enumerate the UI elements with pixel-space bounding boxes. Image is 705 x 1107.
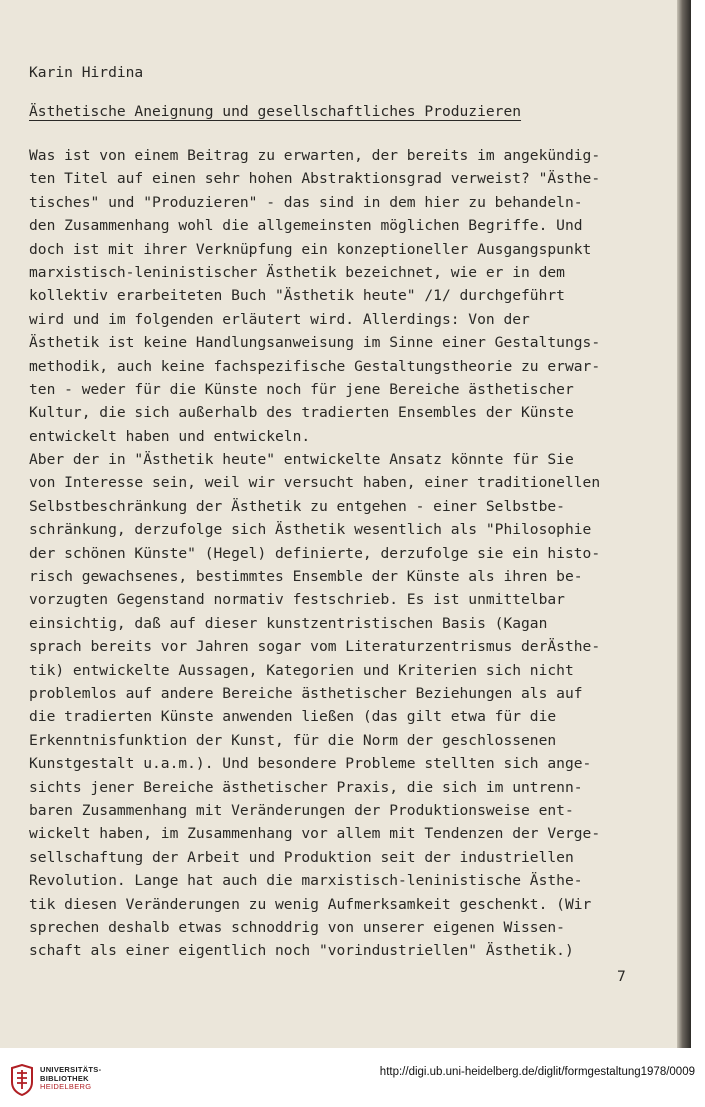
body-line: baren Zusammenhang mit Veränderungen der Produktionsweise ent- <box>29 801 574 819</box>
library-name <box>40 1066 101 1092</box>
page-edge-shadow <box>677 0 691 1048</box>
body-line: tisches" und "Produzieren" - das sind in dem hier zu behandeln- <box>29 193 583 211</box>
body-line: problemlos auf andere Bereiche ästhetischer Beziehungen als auf <box>29 684 583 702</box>
page-number: 7 <box>617 968 626 985</box>
body-line: Aber der in "Ästhetik heute" entwickelte Ansatz könnte für Sie <box>29 451 574 469</box>
body-line: von Interesse sein, weil wir versucht haben, einer traditionellen <box>29 474 601 492</box>
library-logo-icon <box>9 1064 35 1096</box>
body-line: Kultur, die sich außerhalb des tradierten Ensembles der Künste <box>29 404 574 422</box>
body-line: tik) entwickelte Aussagen, Kategorien und Kriterien sich nicht <box>29 661 574 679</box>
body-line: sprach bereits vor Jahren sogar vom Literaturzentrismus derÄsthe- <box>29 638 601 656</box>
body-line: sichts jener Bereiche ästhetischer Praxis, die sich im untrenn- <box>29 778 583 796</box>
body-line: vorzugten Gegenstand normativ festschrieb. Es ist unmittelbar <box>29 591 565 609</box>
body-line: ten Titel auf einen sehr hohen Abstraktionsgrad verweist? "Ästhe- <box>29 170 601 188</box>
body-line: wickelt haben, im Zusammenhang vor allem mit Tendenzen der Verge- <box>29 825 601 843</box>
source-url-link[interactable]: http://digi.ub.uni-heidelberg.de/diglit/formgestaltung1978/0009 <box>379 1066 695 1078</box>
body-line: tik diesen Veränderungen zu wenig Aufmerksamkeit geschenkt. (Wir <box>29 895 592 913</box>
body-line: sprechen deshalb etwas schnoddrig von unserer eigenen Wissen- <box>29 918 565 936</box>
body-line: sellschaftung der Arbeit und Produktion seit der industriellen <box>29 848 574 866</box>
body-line: risch gewachsenes, bestimmtes Ensemble der Künste als ihren be- <box>29 568 583 586</box>
body-line: ten - weder für die Künste noch für jene Bereiche ästhetischer <box>29 380 574 398</box>
library-name-line-1: UNIVERSITÄTS- <box>40 1065 102 1074</box>
body-line: kollektiv erarbeiteten Buch "Ästhetik heute" /1/ durchgeführt <box>29 287 565 305</box>
library-name-line-3: HEIDELBERG <box>40 1082 92 1091</box>
body-line: einsichtig, daß auf dieser kunstzentristischen Basis (Kagan <box>29 614 548 632</box>
body-line: Selbstbeschränkung der Ästhetik zu entgehen - einer Selbstbe- <box>29 497 565 515</box>
body-line: Ästhetik ist keine Handlungsanweisung im Sinne einer Gestaltungs- <box>29 334 601 352</box>
body-line: der schönen Künste" (Hegel) definierte, derzufolge sie ein histo- <box>29 544 601 562</box>
body-line: wird und im folgenden erläutert wird. Allerdings: Von der <box>29 310 530 328</box>
body-line: die tradierten Künste anwenden ließen (das gilt etwa für die <box>29 708 557 726</box>
body-line: schränkung, derzufolge sich Ästhetik wesentlich als "Philosophie <box>29 521 592 539</box>
body-line: methodik, auch keine fachspezifische Gestaltungstheorie zu erwar- <box>29 357 601 375</box>
body-line: schaft als einer eigentlich noch "vorindustriellen" Ästhetik.) <box>29 942 574 960</box>
body-line: Revolution. Lange hat auch die marxistisch-leninistische Ästhe- <box>29 872 583 890</box>
body-line: den Zusammenhang wohl die allgemeinsten möglichen Begriffe. Und <box>29 217 583 235</box>
viewer-footer <box>0 1048 705 1107</box>
body-line: entwickelt haben und entwickeln. <box>29 427 311 445</box>
body-line: Was ist von einem Beitrag zu erwarten, der bereits im angekündig- <box>29 147 601 164</box>
body-text <box>29 144 600 963</box>
body-line: Erkenntnisfunktion der Kunst, für die Norm der geschlossenen <box>29 731 557 749</box>
body-line: doch ist mit ihrer Verknüpfung ein konzeptioneller Ausgangspunkt <box>29 240 592 258</box>
author-name: Karin Hirdina <box>29 64 144 81</box>
article-title: Ästhetische Aneignung und gesellschaftliches Produzieren <box>29 103 522 120</box>
library-name-line-2: BIBLIOTHEK <box>40 1073 89 1083</box>
body-line: Kunstgestalt u.a.m.). Und besondere Probleme stellten sich ange- <box>29 755 592 773</box>
body-line: marxistisch-leninistischer Ästhetik bezeichnet, wie er in dem <box>29 263 565 281</box>
